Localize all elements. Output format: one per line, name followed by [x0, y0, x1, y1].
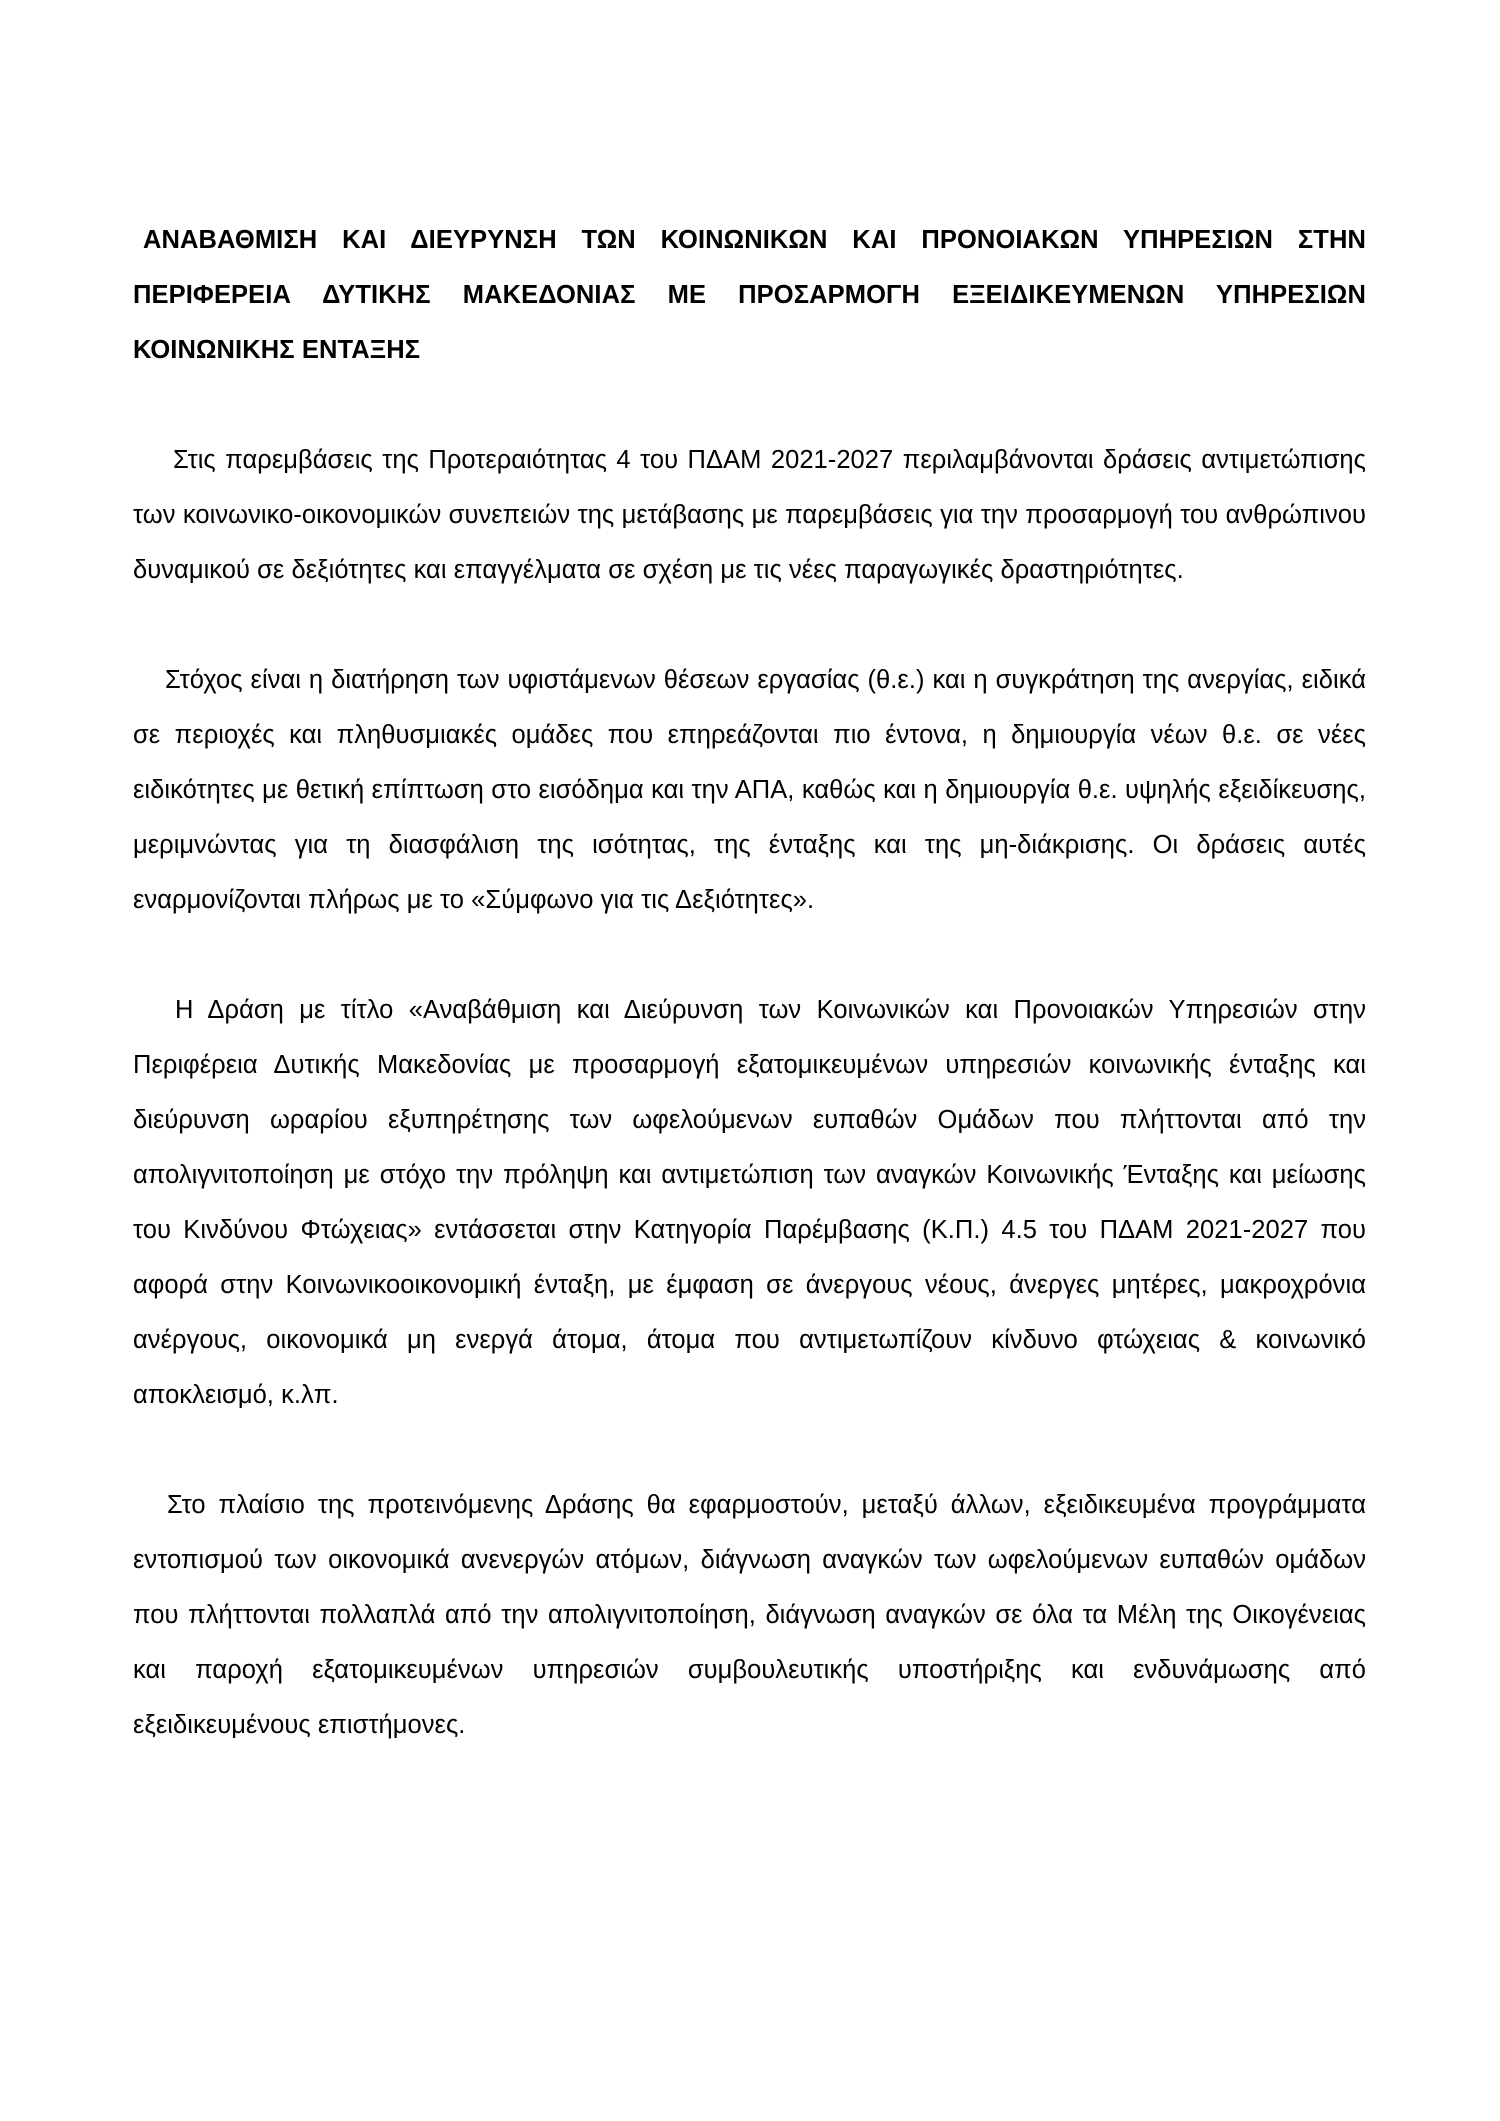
paragraph-4: Στο πλαίσιο της προτεινόμενης Δράσης θα εφαρμοστούν, μεταξύ άλλων, εξειδικευμένα προγράμματα εντοπισμού των οικονομικά ανενεργών ατόμων, διάγνωση αναγκών των ωφελούμενων ευπαθών ομάδων που πλήττονται πολλαπλά από την απολιγνιτοποίηση, διάγνωση αναγκών σε όλα τα Μέλη της Οικογένειας και παροχή εξατομικευμένων υπηρεσιών συμβουλευτικής υποστήριξης και ενδυνάμωσης από εξειδικευμένους επιστήμονες.	[133, 1491, 1366, 1739]
page-title: ΑΝΑΒΑΘΜΙΣΗ ΚΑΙ ΔΙΕΥΡΥΝΣΗ ΤΩΝ ΚΟΙΝΩΝΙΚΩΝ ΚΑΙ ΠΡΟΝΟΙΑΚΩΝ ΥΠΗΡΕΣΙΩΝ ΣΤΗΝ ΠΕΡΙΦΕΡΕΙΑ ΔΥΤΙΚΗΣ ΜΑΚΕΔΟΝΙΑΣ ΜΕ ΠΡΟΣΑΡΜΟΓΗ ΕΞΕΙΔΙΚΕΥΜΕΝΩΝ ΥΠΗΡΕΣΙΩΝ ΚΟΙΝΩΝΙΚΗΣ ΕΝΤΑΞΗΣ	[133, 226, 1366, 364]
paragraph-1: Στις παρεμβάσεις της Προτεραιότητας 4 του ΠΔΑΜ 2021-2027 περιλαμβάνονται δράσεις αντιμετώπισης των κοινωνικο-οικονομικών συνεπειών της μετάβασης με παρεμβάσεις για την προσαρμογή του ανθρώπινου δυναμικού σε δεξιότητες και επαγγέλματα σε σχέση με τις νέες παραγωγικές δραστηριότητες.	[133, 446, 1366, 584]
paragraph-3: Η Δράση με τίτλο «Αναβάθμιση και Διεύρυνση των Κοινωνικών και Προνοιακών Υπηρεσιών στην Περιφέρεια Δυτικής Μακεδονίας με προσαρμογή εξατομικευμένων υπηρεσιών κοινωνικής ένταξης και διεύρυνση ωραρίου εξυπηρέτησης των ωφελούμενων ευπαθών Ομάδων που πλήττονται από την απολιγνιτοποίηση με στόχο την πρόληψη και αντιμετώπιση των αναγκών Κοινωνικής Ένταξης και μείωσης του Κινδύνου Φτώχειας» εντάσσεται στην Κατηγορία Παρέμβασης (Κ.Π.) 4.5 του ΠΔΑΜ 2021-2027 που αφορά στην Κοινωνικοοικονομική ένταξη, με έμφαση σε άνεργους νέους, άνεργες μητέρες, μακροχρόνια ανέργους, οικονομικά μη ενεργά άτομα, άτομα που αντιμετωπίζουν κίνδυνο φτώχειας & κοινωνικό αποκλεισμό, κ.λπ.	[133, 996, 1366, 1409]
document-body	[133, 213, 1366, 1753]
paragraph-2: Στόχος είναι η διατήρηση των υφιστάμενων θέσεων εργασίας (θ.ε.) και η συγκράτηση της ανεργίας, ειδικά σε περιοχές και πληθυσμιακές ομάδες που επηρεάζονται πιο έντονα, η δημιουργία νέων θ.ε. σε νέες ειδικότητες με θετική επίπτωση στο εισόδημα και την ΑΠΑ, καθώς και η δημιουργία θ.ε. υψηλής εξειδίκευσης, μεριμνώντας για τη διασφάλιση της ισότητας, της ένταξης και της μη-διάκρισης. Οι δράσεις αυτές εναρμονίζονται πλήρως με το «Σύμφωνο για τις Δεξιότητες».	[133, 666, 1366, 914]
